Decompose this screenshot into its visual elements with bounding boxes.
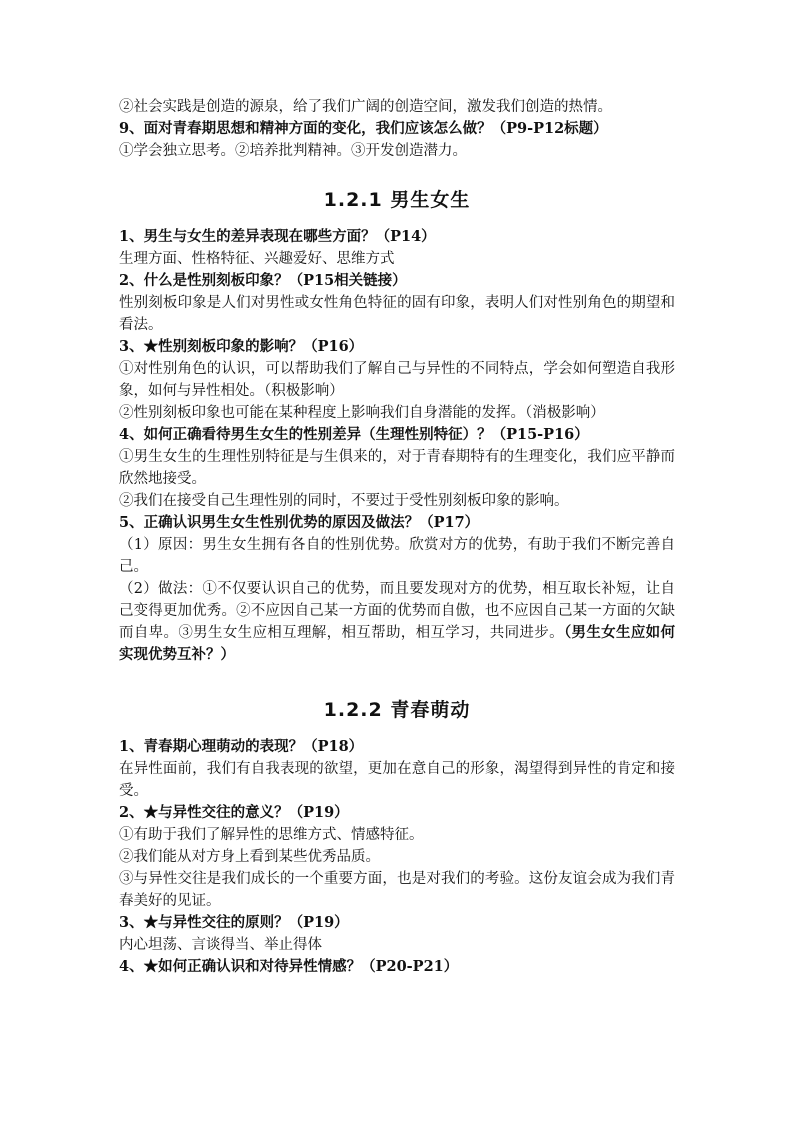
document-page xyxy=(119,96,675,978)
answer-3-1: ①对性别角色的认识，可以帮助我们了解自己与异性的不同特点，学会如何塑造自我形象，如何与异性相处。（积极影响） xyxy=(119,361,675,399)
answer-3-2: ②性别刻板印象也可能在某种程度上影响我们自身潜能的发挥。（消极影响） xyxy=(119,405,605,421)
answer-4-1: ①男生女生的生理性别特征是与生俱来的，对于青春期特有的生理变化，我们应平静而欣然地接受。 xyxy=(119,449,675,487)
answer-2-3: ③与异性交往是我们成长的一个重要方面，也是对我们的考验。这份友谊会成为我们青春美好的见证。 xyxy=(119,871,675,909)
answer-5-2 xyxy=(119,578,675,666)
section-heading-youth: 1.2.2 青春萌动 xyxy=(323,699,471,721)
intro-answer-line: ②社会实践是创造的源泉，给了我们广阔的创造空间，激发我们创造的热情。 xyxy=(119,99,612,115)
question-2: 2、什么是性别刻板印象？（P15相关链接） xyxy=(119,272,407,289)
question-3: 3、★性别刻板印象的影响？（P16） xyxy=(119,338,364,355)
answer-9: ①学会独立思考。②培养批判精神。③开发创造潜力。 xyxy=(119,143,467,159)
answer-5-1: （1）原因：男生女生拥有各自的性别优势。欣赏对方的优势，有助于我们不断完善自己。 xyxy=(119,537,675,575)
question-1: 1、青春期心理萌动的表现？（P18） xyxy=(119,738,364,755)
answer-4-2: ②我们在接受自己生理性别的同时，不要过于受性别刻板印象的影响。 xyxy=(119,493,569,509)
question-4: 4、★如何正确认识和对待异性情感？（P20-P21） xyxy=(119,958,459,975)
answer-5-2-text: （2）做法：①不仅要认识自己的优势，而且要发现对方的优势，相互取长补短，让自己变得更加优秀。②不应因自己某一方面的优势而自傲，也不应因自己某一方面的欠缺而自卑。③男生女生应相互理解，相互帮助，相互学习，共同进步。 xyxy=(119,581,675,641)
answer-1: 生理方面、性格特征、兴趣爱好、思维方式 xyxy=(119,251,395,267)
answer-2-1: ①有助于我们了解异性的思维方式、情感特征。 xyxy=(119,827,424,843)
question-5: 5、正确认识男生女生性别优势的原因及做法？（P17） xyxy=(119,514,480,531)
question-9: 9、面对青春期思想和精神方面的变化，我们应该怎么做？（P9-P12标题） xyxy=(119,120,608,137)
question-2: 2、★与异性交往的意义？（P19） xyxy=(119,804,349,821)
answer-3: 内心坦荡、言谈得当、举止得体 xyxy=(119,937,322,953)
question-4: 4、如何正确看待男生女生的性别差异（生理性别特征）？（P15-P16） xyxy=(119,426,589,443)
answer-2: 性别刻板印象是人们对男性或女性角色特征的固有印象，表明人们对性别角色的期望和看法。 xyxy=(119,295,675,333)
answer-2-2: ②我们能从对方身上看到某些优秀品质。 xyxy=(119,849,380,865)
question-1: 1、男生与女生的差异表现在哪些方面？（P14） xyxy=(119,228,436,245)
answer-1: 在异性面前，我们有自我表现的欲望，更加在意自己的形象，渴望得到异性的肯定和接受。 xyxy=(119,761,675,799)
question-3: 3、★与异性交往的原则？（P19） xyxy=(119,914,349,931)
section-heading-boys-girls: 1.2.1 男生女生 xyxy=(323,189,471,211)
answer-5-note: （男生女生应如何实现优势互补？） xyxy=(119,624,676,663)
